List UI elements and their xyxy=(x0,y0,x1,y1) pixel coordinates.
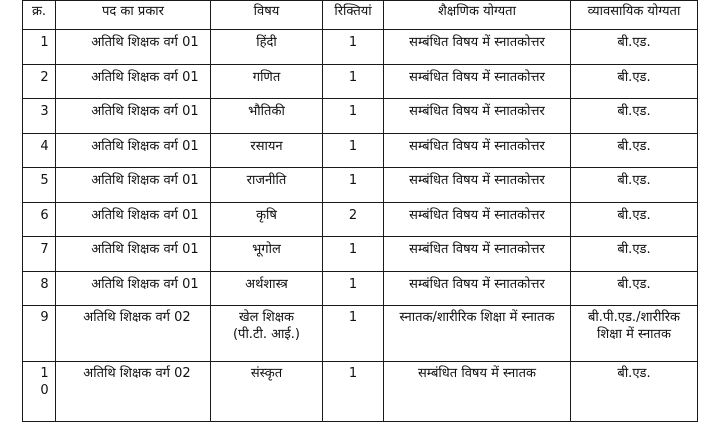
vacancies-cell: 1 xyxy=(323,362,384,422)
subject-cell: कृषि xyxy=(211,202,323,237)
vacancies-cell: 1 xyxy=(323,99,384,134)
post-type-cell: अतिथि शिक्षक वर्ग 01 xyxy=(56,133,211,168)
prof-cell: बी.एड. xyxy=(571,168,698,203)
edu-cell: सम्बंधित विषय में स्नातकोत्तर xyxy=(384,202,571,237)
table-row xyxy=(23,362,698,422)
prof-cell: बी.एड. xyxy=(571,30,698,65)
vacancies-cell: 1 xyxy=(323,237,384,272)
prof-line: शिक्षा में स्नातक xyxy=(597,327,671,342)
vacancies-cell: 2 xyxy=(323,202,384,237)
header-vacancies: रिक्तियां xyxy=(323,1,384,30)
serial-cell: 6 xyxy=(23,202,56,237)
vacancies-cell: 1 xyxy=(323,133,384,168)
prof-cell: बी.एड. xyxy=(571,362,698,422)
serial-cell: 2 xyxy=(23,64,56,99)
subject-cell: गणित xyxy=(211,64,323,99)
table-row xyxy=(23,306,698,362)
prof-cell: बी.एड. xyxy=(571,237,698,272)
post-type-cell: अतिथि शिक्षक वर्ग 02 xyxy=(56,362,211,422)
serial-cell xyxy=(23,362,56,422)
header-row xyxy=(23,1,698,30)
header-professional-qualification: व्यावसायिक योग्यता xyxy=(571,1,698,30)
vacancies-cell: 1 xyxy=(323,30,384,65)
subject-cell: हिंदी xyxy=(211,30,323,65)
post-type-cell: अतिथि शिक्षक वर्ग 01 xyxy=(56,99,211,134)
prof-cell: बी.एड. xyxy=(571,64,698,99)
edu-cell: सम्बंधित विषय में स्नातकोत्तर xyxy=(384,64,571,99)
prof-line: बी.पी.एड./शारीरिक xyxy=(587,310,681,325)
subject-cell: भौतिकी xyxy=(211,99,323,134)
serial-cell: 3 xyxy=(23,99,56,134)
post-type-cell: अतिथि शिक्षक वर्ग 01 xyxy=(56,168,211,203)
table-row xyxy=(23,133,698,168)
post-type-cell: अतिथि शिक्षक वर्ग 01 xyxy=(56,64,211,99)
table-row xyxy=(23,30,698,65)
table-row xyxy=(23,271,698,306)
subject-line: खेल शिक्षक xyxy=(238,310,295,325)
subject-line: (पी.टी. आई.) xyxy=(232,327,300,342)
edu-cell: सम्बंधित विषय में स्नातकोत्तर xyxy=(384,99,571,134)
post-type-cell: अतिथि शिक्षक वर्ग 01 xyxy=(56,271,211,306)
serial-cell: 7 xyxy=(23,237,56,272)
edu-cell: सम्बंधित विषय में स्नातक xyxy=(384,362,571,422)
prof-cell: बी.एड. xyxy=(571,133,698,168)
prof-cell: बी.एड. xyxy=(571,271,698,306)
vacancies-cell: 1 xyxy=(323,64,384,99)
header-serial: क्र. xyxy=(23,1,56,30)
table-row xyxy=(23,237,698,272)
serial-digit: 1 xyxy=(40,366,49,381)
prof-cell: बी.एड. xyxy=(571,202,698,237)
subject-cell: संस्कृत xyxy=(211,362,323,422)
edu-cell: सम्बंधित विषय में स्नातकोत्तर xyxy=(384,30,571,65)
table-row xyxy=(23,99,698,134)
vacancies-cell: 1 xyxy=(323,271,384,306)
post-type-cell: अतिथि शिक्षक वर्ग 02 xyxy=(56,306,211,362)
table-row xyxy=(23,168,698,203)
serial-cell: 1 xyxy=(23,30,56,65)
vacancies-cell: 1 xyxy=(323,168,384,203)
edu-cell: सम्बंधित विषय में स्नातकोत्तर xyxy=(384,133,571,168)
subject-cell xyxy=(211,306,323,362)
subject-cell: राजनीति xyxy=(211,168,323,203)
serial-digit: 0 xyxy=(40,383,49,398)
post-type-cell: अतिथि शिक्षक वर्ग 01 xyxy=(56,30,211,65)
edu-cell: सम्बंधित विषय में स्नातकोत्तर xyxy=(384,271,571,306)
edu-cell: सम्बंधित विषय में स्नातकोत्तर xyxy=(384,168,571,203)
prof-cell: बी.एड. xyxy=(571,99,698,134)
serial-cell: 5 xyxy=(23,168,56,203)
serial-cell: 8 xyxy=(23,271,56,306)
serial-cell: 4 xyxy=(23,133,56,168)
post-type-cell: अतिथि शिक्षक वर्ग 01 xyxy=(56,202,211,237)
prof-cell xyxy=(571,306,698,362)
edu-cell: सम्बंधित विषय में स्नातकोत्तर xyxy=(384,237,571,272)
header-post-type: पद का प्रकार xyxy=(56,1,211,30)
table-row xyxy=(23,202,698,237)
vacancy-table xyxy=(22,0,698,422)
table-row xyxy=(23,64,698,99)
header-subject: विषय xyxy=(211,1,323,30)
subject-cell: रसायन xyxy=(211,133,323,168)
serial-cell: 9 xyxy=(23,306,56,362)
subject-cell: अर्थशास्त्र xyxy=(211,271,323,306)
post-type-cell: अतिथि शिक्षक वर्ग 01 xyxy=(56,237,211,272)
header-educational-qualification: शैक्षणिक योग्यता xyxy=(384,1,571,30)
subject-cell: भूगोल xyxy=(211,237,323,272)
vacancies-cell: 1 xyxy=(323,306,384,362)
edu-cell: स्नातक/शारीरिक शिक्षा में स्नातक xyxy=(384,306,571,362)
